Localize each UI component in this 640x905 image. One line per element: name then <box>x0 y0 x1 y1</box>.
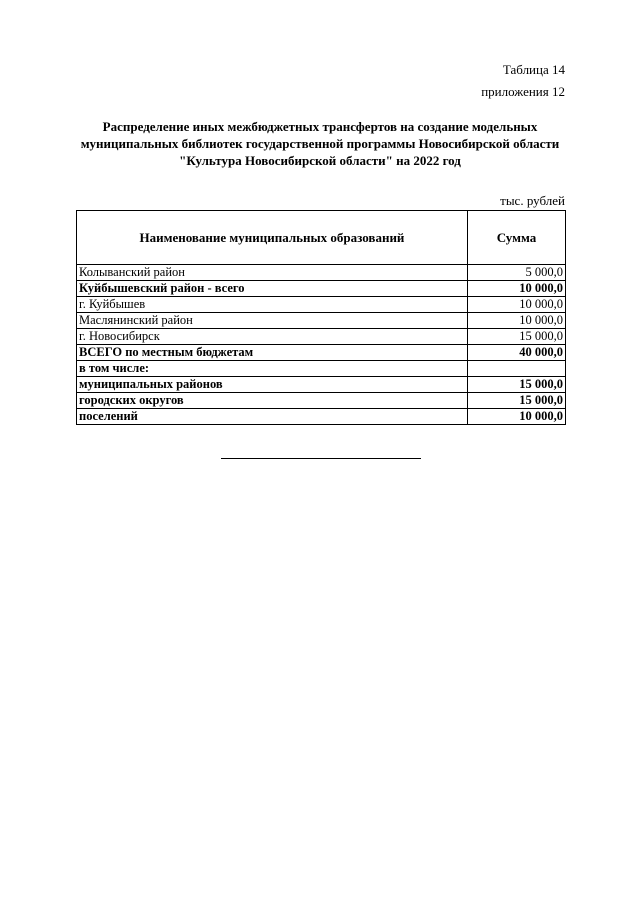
end-of-document-rule <box>221 458 421 459</box>
row-name-cell: г. Новосибирск <box>77 329 468 345</box>
row-name-cell: в том числе: <box>77 361 468 377</box>
table-row <box>77 409 566 425</box>
table-row <box>77 345 566 361</box>
row-name-cell: Маслянинский район <box>77 313 468 329</box>
document-title-line: "Культура Новосибирской области" на 2022 год <box>179 153 461 168</box>
row-sum-cell: 15 000,0 <box>467 393 565 409</box>
row-name-cell: поселений <box>77 409 468 425</box>
table-row <box>77 393 566 409</box>
row-name-cell: городских округов <box>77 393 468 409</box>
row-name-cell: Куйбышевский район - всего <box>77 281 468 297</box>
table-row <box>77 329 566 345</box>
table-row <box>77 361 566 377</box>
table-number-label: Таблица 14 <box>502 62 565 77</box>
table-body <box>77 265 566 425</box>
row-name-cell: муниципальных районов <box>77 377 468 393</box>
row-name-cell: г. Куйбышев <box>77 297 468 313</box>
row-sum-cell: 10 000,0 <box>467 409 565 425</box>
row-name-cell: Колыванский район <box>77 265 468 281</box>
table-row <box>77 297 566 313</box>
transfers-table <box>76 210 566 425</box>
row-sum-cell: 15 000,0 <box>467 377 565 393</box>
row-name-cell: ВСЕГО по местным бюджетам <box>77 345 468 361</box>
row-sum-cell: 10 000,0 <box>467 281 565 297</box>
row-sum-cell: 15 000,0 <box>467 329 565 345</box>
table-row <box>77 281 566 297</box>
row-sum-cell: 10 000,0 <box>467 313 565 329</box>
table-header-row <box>77 211 566 265</box>
units-label: тыс. рублей <box>500 193 565 208</box>
row-sum-cell: 10 000,0 <box>467 297 565 313</box>
document-title <box>70 118 570 169</box>
table-row <box>77 377 566 393</box>
document-title-line: Распределение иных межбюджетных трансфертов на создание модельных <box>102 119 538 134</box>
row-sum-cell: 5 000,0 <box>467 265 565 281</box>
column-header-name: Наименование муниципальных образований <box>77 211 468 265</box>
row-sum-cell <box>467 361 565 377</box>
table-row <box>77 313 566 329</box>
document-title-line: муниципальных библиотек государственной программы Новосибирской области <box>80 136 560 151</box>
appendix-number-label: приложения 12 <box>481 84 565 99</box>
row-sum-cell: 40 000,0 <box>467 345 565 361</box>
column-header-sum: Сумма <box>467 211 565 265</box>
table-row <box>77 265 566 281</box>
